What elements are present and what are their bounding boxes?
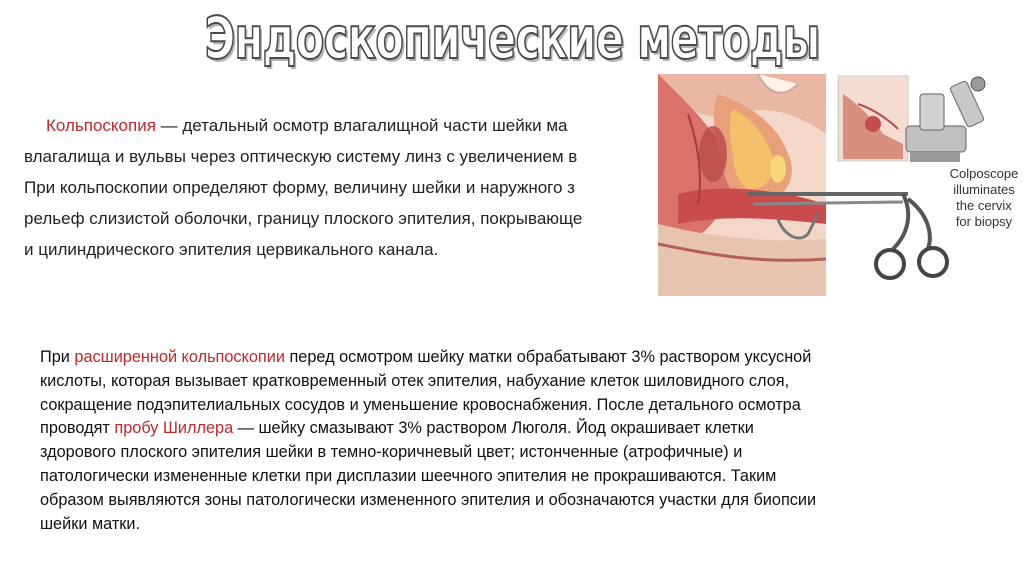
caption-line-2: illuminates bbox=[953, 182, 1015, 197]
illustration-caption bbox=[950, 166, 1019, 229]
term-colposcopy: Кольпоскопия bbox=[46, 116, 156, 135]
intro-line-1 bbox=[24, 110, 664, 141]
intro-line-4: рельеф слизистой оболочки, границу плоского эпителия, покрывающе bbox=[24, 209, 583, 228]
body-line-1-pre: При bbox=[40, 348, 75, 366]
body-line-4-pre: проводят bbox=[40, 419, 115, 438]
caption-line-1: Colposcope bbox=[949, 166, 1019, 181]
body-line-1-post: перед осмотром шейку матки обрабатывают 3% раствором уксусной bbox=[284, 348, 812, 366]
colposcope-device bbox=[906, 77, 985, 162]
body-line-7: образом выявляются зоны патологически измененного эпителия и обозначаются участки для биопсии bbox=[40, 490, 817, 509]
intro-line-3: При кольпоскопии определяют форму, величину шейки и наружного з bbox=[24, 178, 575, 197]
intro-line-1-text: — детальный осмотр влагалищной части шейки ма bbox=[155, 116, 568, 135]
intro-line-5: и цилиндрического эпителия цервикального канала. bbox=[24, 240, 439, 259]
body-line-8: шейки матки. bbox=[40, 514, 141, 533]
body-line-4 bbox=[40, 417, 1000, 441]
slide-title-text: Эндоскопические методы bbox=[204, 4, 820, 72]
body-line-5: здорового плоского эпителия шейки в темно-коричневый цвет; истонченные (атрофичные) и bbox=[40, 443, 743, 462]
body-line-6: патологически измененные клетки при дисплазии шеечного эпителия не прокрашиваются. Таким bbox=[40, 466, 777, 485]
colposcopy-illustration bbox=[658, 74, 1020, 296]
anatomy-inset bbox=[838, 76, 908, 161]
slide-title bbox=[0, 4, 1024, 72]
body-line-3: сокращение подэпителиальных сосудов и уменьшение кровоснабжения. После детального осмотра bbox=[40, 395, 801, 414]
term-schiller-test: пробу Шиллера bbox=[114, 419, 234, 438]
body-line-1 bbox=[40, 346, 1000, 370]
anatomy-cross-section bbox=[658, 74, 826, 296]
intro-paragraph bbox=[24, 110, 664, 265]
body-line-2: кислоты, которая вызывает кратковременный отек эпителия, набухание клеток шиловидного слоя, bbox=[40, 371, 790, 390]
intro-line-2: влагалища и вульвы через оптическую систему линз с увеличением в bbox=[24, 147, 578, 166]
caption-line-4: for biopsy bbox=[955, 214, 1013, 229]
caption-line-3: the cervix bbox=[956, 198, 1012, 213]
extended-colposcopy-paragraph bbox=[40, 346, 1000, 536]
term-extended-colposcopy: расширенной кольпоскопии bbox=[74, 348, 285, 366]
body-line-4-post: — шейку смазывают 3% раствором Люголя. Йод окрашивает клетки bbox=[233, 419, 754, 438]
